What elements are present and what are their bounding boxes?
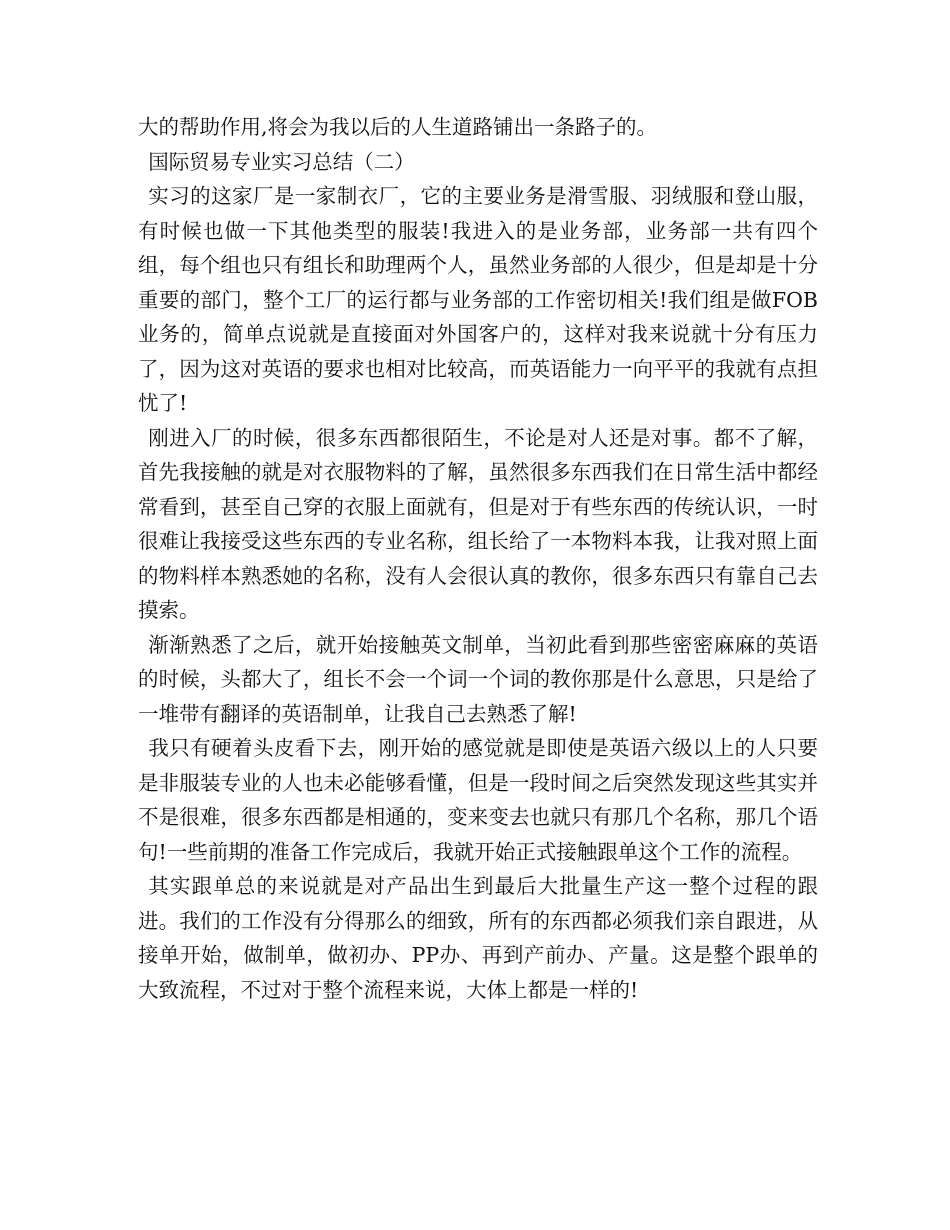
paragraph: 我只有硬着头皮看下去，刚开始的感觉就是即使是英语六级以上的人只要是非服装专业的人也未必能够看懂，但是一段时间之后突然发现这些其实并不是很难，很多东西都是相通的，变来变去也就只有那几个名称，那几个语句!一些前期的准备工作完成后，我就开始正式接触跟单这个工作的流程。 [138, 736, 818, 864]
document-body [138, 110, 818, 1007]
paragraph: 其实跟单总的来说就是对产品出生到最后大批量生产这一整个过程的跟进。我们的工作没有分得那么的细致，所有的东西都必须我们亲自跟进，从接单开始，做制单，做初办、PP办、再到产前办、产量。这是整个跟单的大致流程，不过对于整个流程来说，大体上都是一样的! [138, 874, 818, 1002]
paragraph: 刚进入厂的时候，很多东西都很陌生，不论是对人还是对事。都不了解，首先我接触的就是对衣服物料的了解，虽然很多东西我们在日常生活中都经常看到，甚至自己穿的衣服上面就有，但是对于有些东西的传统认识，一时很难让我接受这些东西的专业名称，组长给了一本物料本我，让我对照上面的物料样本熟悉她的名称，没有人会很认真的教你，很多东西只有靠自己去摸索。 [138, 425, 818, 622]
paragraph: 渐渐熟悉了之后，就开始接触英文制单，当初此看到那些密密麻麻的英语的时候，头都大了，组长不会一个词一个词的教你那是什么意思，只是给了一堆带有翻译的英语制单，让我自己去熟悉了解! [138, 632, 818, 726]
paragraph: 实习的这家厂是一家制衣厂，它的主要业务是滑雪服、羽绒服和登山服，有时候也做一下其他类型的服装!我进入的是业务部，业务部一共有四个组，每个组也只有组长和助理两个人，虽然业务部的人很少，但是却是十分重要的部门，整个工厂的运行都与业务部的工作密切相关!我们组是做FOB业务的，简单点说就是直接面对外国客户的，这样对我来说就十分有压力了，因为这对英语的要求也相对比较高，而英语能力一向平平的我就有点担忧了! [138, 184, 818, 415]
paragraph-continuation: 大的帮助作用,将会为我以后的人生道路铺出一条路子的。 [138, 115, 658, 139]
section-heading: 国际贸易专业实习总结（二） [148, 149, 415, 174]
